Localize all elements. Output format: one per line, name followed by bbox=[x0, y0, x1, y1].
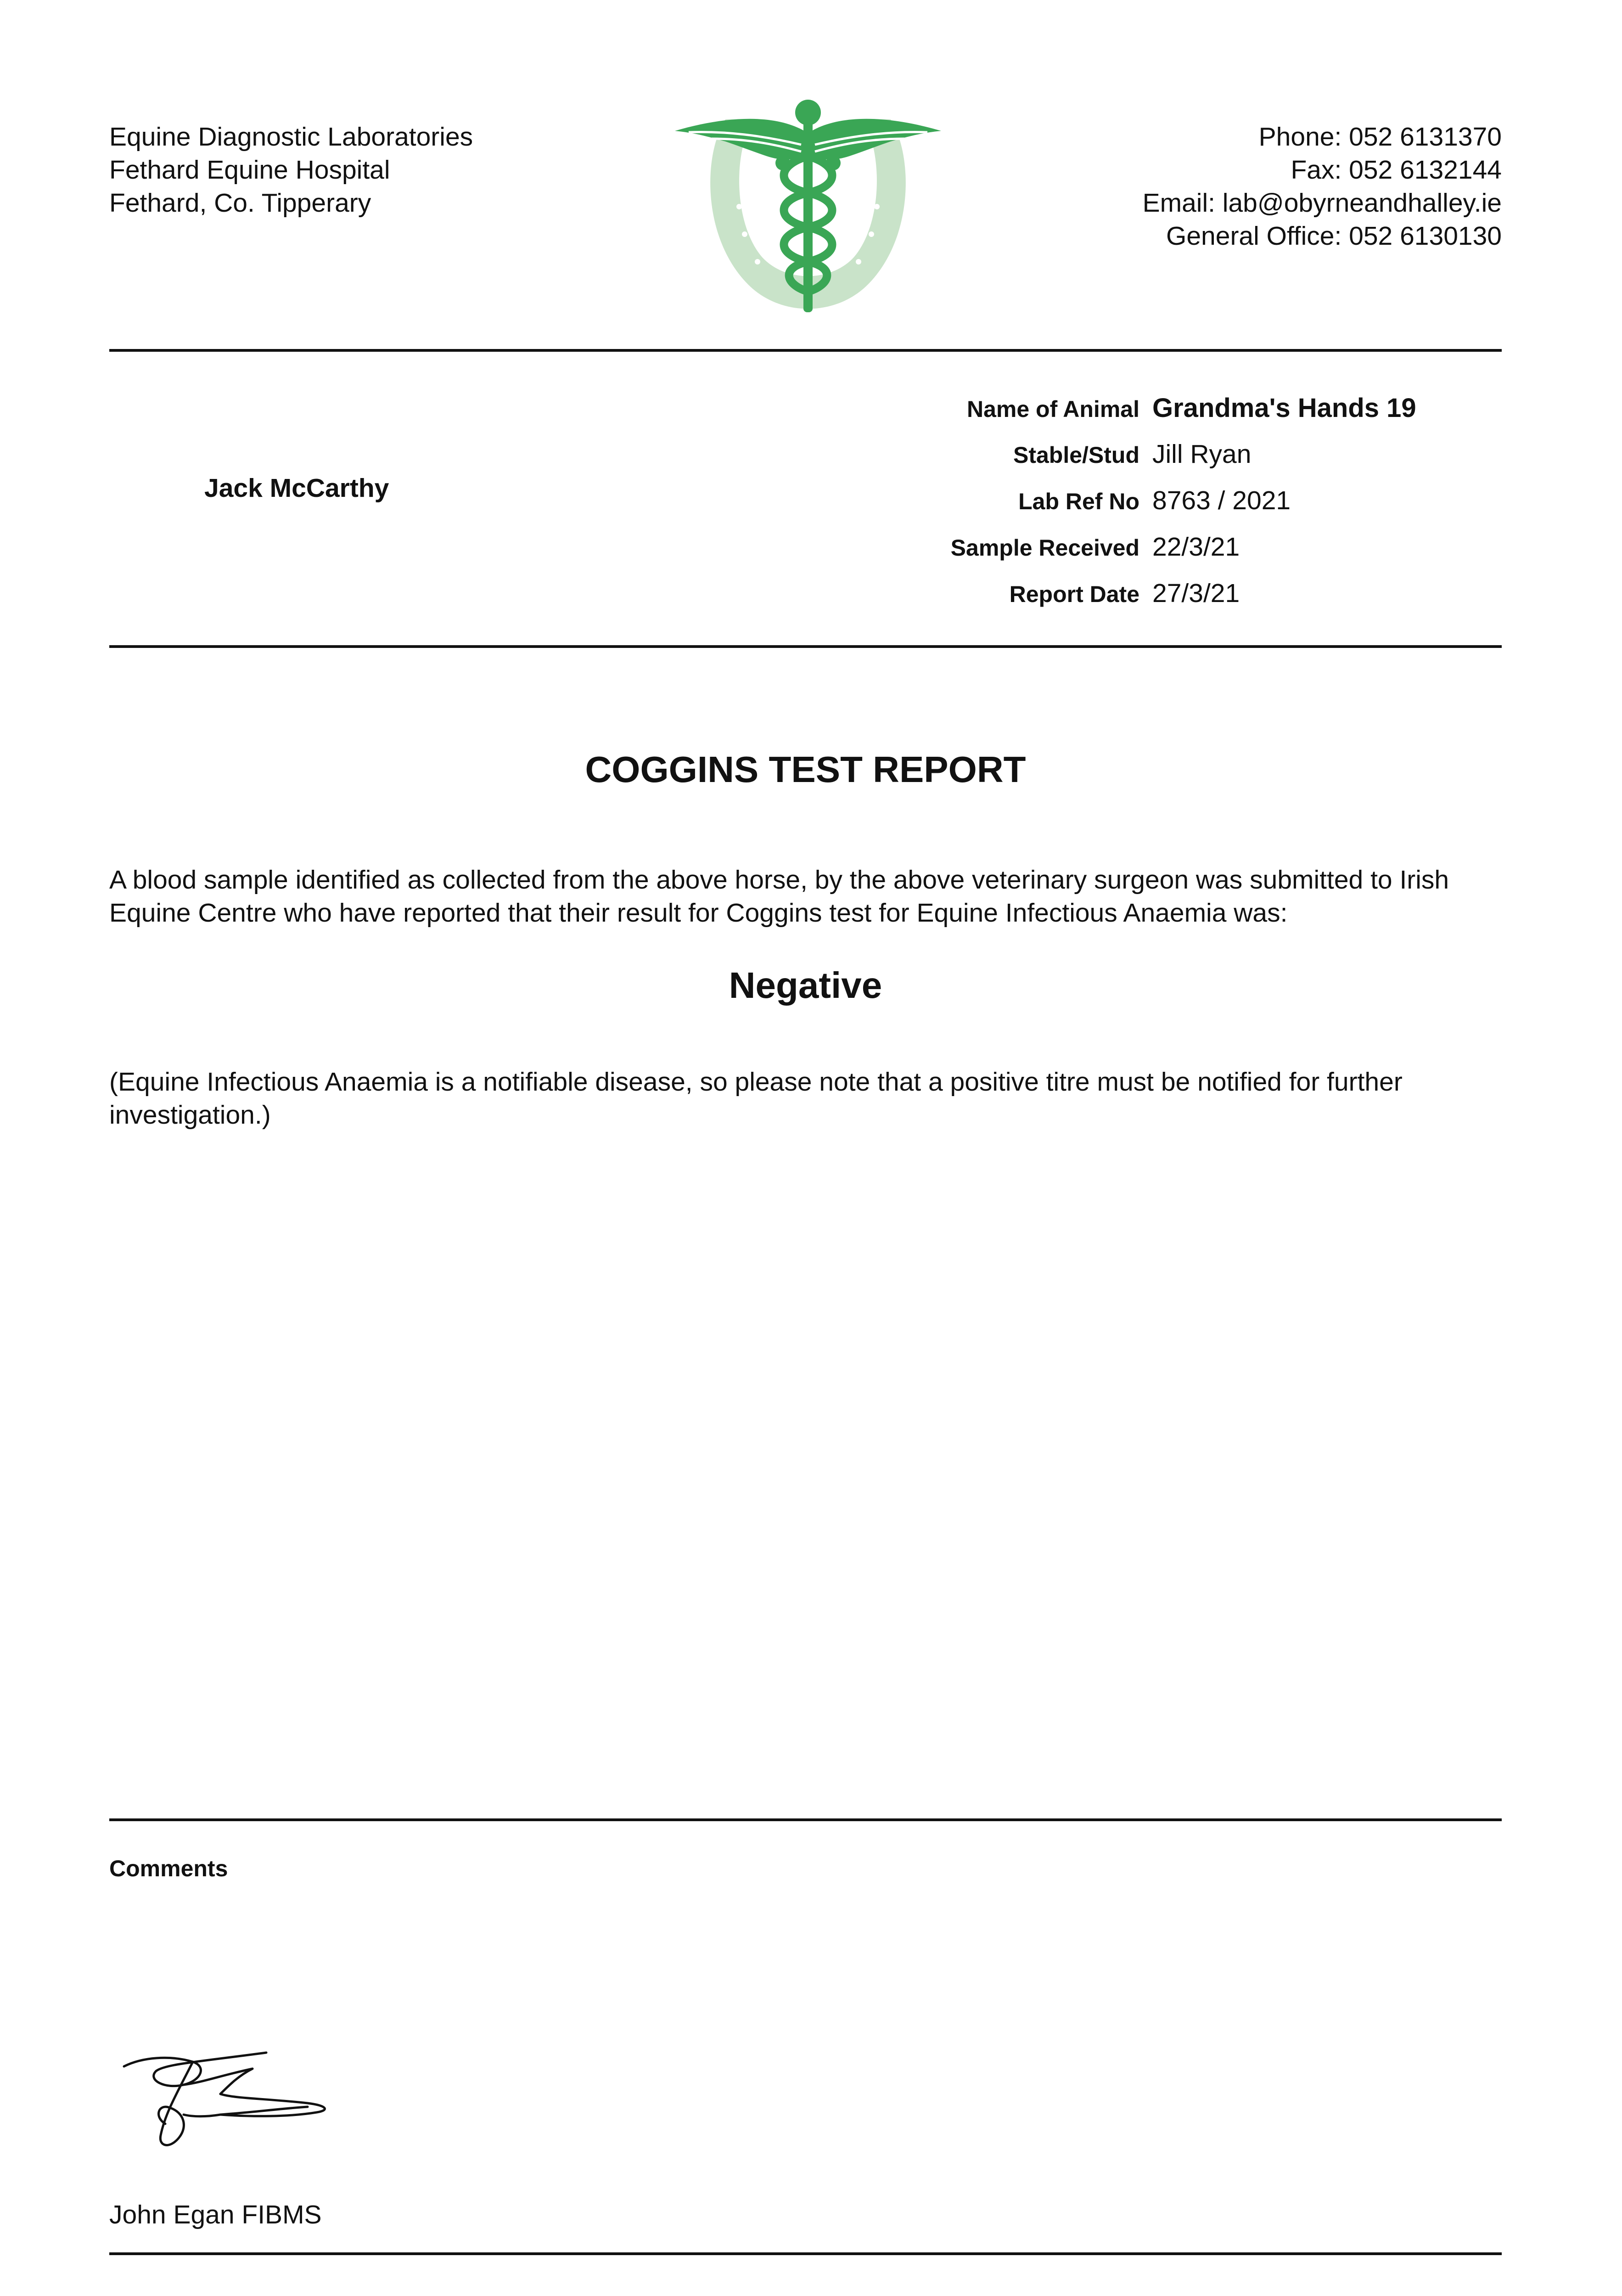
info-row-sample-received bbox=[872, 532, 1469, 578]
info-label: Stable/Stud bbox=[1013, 442, 1139, 468]
lab-contact bbox=[1143, 120, 1502, 253]
info-label: Sample Received bbox=[950, 535, 1139, 561]
info-row-lab-ref bbox=[872, 485, 1469, 532]
sample-received-value: 22/3/21 bbox=[1152, 532, 1240, 562]
report-intro: A blood sample identified as collected from the above horse, by the above veterinary surgeon was submitted to Irish Equine Centre who have reported that their result for Coggins test for Equine Infectious Anaemia was: bbox=[109, 865, 1449, 928]
contact-email: Email: lab@obyrneandhalley.ie bbox=[1142, 188, 1502, 218]
divider bbox=[109, 349, 1502, 352]
info-label: Report Date bbox=[1009, 581, 1139, 607]
address-line: Fethard Equine Hospital bbox=[109, 155, 390, 185]
info-label: Lab Ref No bbox=[1018, 489, 1139, 514]
divider bbox=[109, 1818, 1502, 1821]
contact-office: General Office: 052 6130130 bbox=[1166, 221, 1502, 251]
report-note: (Equine Infectious Anaemia is a notifiable disease, so please note that a positive titre must be notified for further investigation.) bbox=[109, 1067, 1403, 1130]
report-date-value: 27/3/21 bbox=[1152, 579, 1240, 608]
info-row-animal bbox=[872, 393, 1469, 439]
handwritten-signature bbox=[115, 2048, 344, 2154]
info-row-report-date bbox=[872, 578, 1469, 625]
divider bbox=[109, 645, 1502, 648]
signatory-name: John Egan FIBMS bbox=[109, 2200, 322, 2229]
test-result: Negative bbox=[729, 965, 882, 1006]
caduceus-horseshoe-icon bbox=[670, 87, 946, 326]
divider bbox=[109, 2252, 1502, 2255]
animal-name: Grandma's Hands 19 bbox=[1152, 393, 1416, 423]
vet-name: Jack McCarthy bbox=[204, 473, 389, 503]
info-label: Name of Animal bbox=[966, 396, 1139, 422]
report-title: COGGINS TEST REPORT bbox=[585, 749, 1026, 790]
contact-fax: Fax: 052 6132144 bbox=[1291, 155, 1502, 185]
stable-value: Jill Ryan bbox=[1152, 439, 1252, 469]
lab-ref-value: 8763 / 2021 bbox=[1152, 486, 1291, 515]
contact-phone: Phone: 052 6131370 bbox=[1258, 122, 1502, 152]
address-line: Equine Diagnostic Laboratories bbox=[109, 122, 473, 152]
info-row-stable bbox=[872, 439, 1469, 485]
address-line: Fethard, Co. Tipperary bbox=[109, 188, 371, 218]
comments-label: Comments bbox=[109, 1856, 228, 1881]
animal-info-table bbox=[872, 393, 1469, 625]
lab-address bbox=[109, 120, 473, 219]
